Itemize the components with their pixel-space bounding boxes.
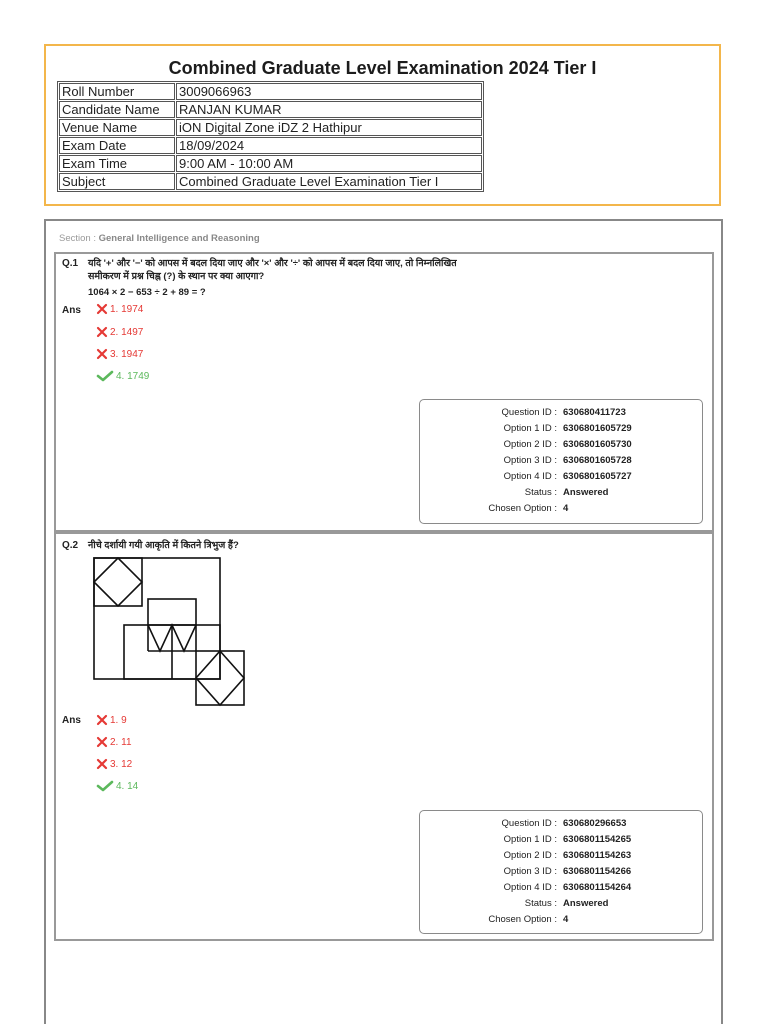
id-row [420, 912, 702, 927]
id-label: Status : [524, 898, 557, 909]
id-value: 6306801154264 [563, 882, 632, 893]
id-row [420, 832, 702, 847]
id-label: Option 3 ID : [503, 455, 557, 466]
id-row [420, 437, 702, 452]
id-label: Chosen Option : [488, 914, 557, 925]
info-value: iON Digital Zone iDZ 2 Hathipur [176, 119, 482, 136]
checkmark-icon [96, 370, 114, 382]
id-label: Option 1 ID : [503, 423, 557, 434]
candidate-info-table [57, 81, 484, 192]
id-row [420, 453, 702, 468]
question-text-line: नीचे दर्शायी गयी आकृति में कितने त्रिभुज हैं? [88, 540, 239, 551]
question-text-line: 1064 × 2 − 653 ÷ 2 + 89 = ? [88, 287, 206, 298]
option-text: 4. 1749 [116, 371, 150, 382]
id-label: Question ID : [501, 818, 557, 829]
option-wrong [96, 758, 132, 772]
id-label: Status : [524, 487, 557, 498]
id-value: 630680296653 [563, 818, 627, 829]
question-number: Q.1 [62, 258, 79, 269]
id-label: Question ID : [501, 407, 557, 418]
option-text: 1. 1974 [110, 304, 144, 315]
question-id-panel [419, 399, 703, 524]
figure-diamond [94, 558, 142, 606]
info-row [59, 155, 482, 172]
option-correct [96, 370, 149, 384]
info-value: 9:00 AM - 10:00 AM [176, 155, 482, 172]
info-row [59, 101, 482, 118]
answer-label: Ans [62, 305, 81, 316]
option-correct [96, 780, 138, 794]
option-wrong [96, 714, 127, 728]
id-value: 4 [563, 914, 569, 925]
info-row [59, 83, 482, 100]
id-label: Option 2 ID : [503, 850, 557, 861]
id-value: 6306801154265 [563, 834, 632, 845]
info-label: Venue Name [59, 119, 175, 136]
option-wrong [96, 326, 143, 340]
section-prefix: Section : [59, 233, 96, 244]
id-row [420, 864, 702, 879]
id-value: 630680411723 [563, 407, 626, 418]
id-value: 6306801605727 [563, 471, 632, 482]
info-label: Subject [59, 173, 175, 190]
option-text: 1. 9 [110, 715, 127, 726]
info-label: Candidate Name [59, 101, 175, 118]
info-value: RANJAN KUMAR [176, 101, 482, 118]
id-row [420, 485, 702, 500]
id-label: Option 1 ID : [503, 834, 557, 845]
id-value: Answered [563, 898, 609, 909]
cross-icon [96, 714, 108, 726]
info-row [59, 137, 482, 154]
figure-upper-box [148, 599, 196, 625]
id-row [420, 469, 702, 484]
id-value: 6306801605730 [563, 439, 632, 450]
question-number: Q.2 [62, 540, 79, 551]
triangle-figure [88, 554, 250, 710]
section-name: General Intelligence and Reasoning [98, 233, 260, 244]
info-label: Exam Time [59, 155, 175, 172]
id-label: Option 2 ID : [503, 439, 557, 450]
question-text-line: यदि '+' और '−' को आपस में बदल दिया जाए और '×' और '÷' को आपस में बदल दिया जाए, तो निम्नलिखित [88, 258, 457, 269]
id-value: 6306801605728 [563, 455, 632, 466]
checkmark-icon [96, 780, 114, 792]
question-text-line: समीकरण में प्रश्न चिह्न (?) के स्थान पर क्या आएगा? [88, 271, 265, 282]
option-wrong [96, 348, 143, 362]
section-label [59, 233, 260, 244]
option-text: 3. 12 [110, 759, 133, 770]
id-row [420, 848, 702, 863]
option-wrong [96, 736, 132, 750]
answer-label: Ans [62, 715, 81, 726]
id-row [420, 880, 702, 895]
info-row [59, 173, 482, 190]
id-row [420, 816, 702, 831]
option-text: 4. 14 [116, 781, 139, 792]
info-label: Roll Number [59, 83, 175, 100]
option-text: 3. 1947 [110, 349, 144, 360]
id-value: 6306801154266 [563, 866, 632, 877]
id-row [420, 501, 702, 516]
option-wrong [96, 303, 143, 317]
cross-icon [96, 758, 108, 770]
id-row [420, 421, 702, 436]
id-value: 6306801154263 [563, 850, 632, 861]
id-label: Option 3 ID : [503, 866, 557, 877]
cross-icon [96, 348, 108, 360]
exam-title: Combined Graduate Level Examination 2024 Tier I [168, 58, 597, 78]
option-text: 2. 1497 [110, 327, 144, 338]
info-label: Exam Date [59, 137, 175, 154]
info-value: Combined Graduate Level Examination Tier I [176, 173, 482, 190]
option-text: 2. 11 [110, 737, 132, 748]
cross-icon [96, 326, 108, 338]
exam-header-box [44, 44, 721, 206]
figure-square [94, 558, 142, 606]
id-row [420, 405, 702, 420]
id-label: Option 4 ID : [503, 882, 557, 893]
id-value: Answered [563, 487, 609, 498]
info-row [59, 119, 482, 136]
id-value: 6306801605729 [563, 423, 632, 434]
id-value: 4 [563, 503, 569, 514]
question-id-panel [419, 810, 703, 934]
info-value: 3009066963 [176, 83, 482, 100]
id-label: Chosen Option : [488, 503, 557, 514]
cross-icon [96, 736, 108, 748]
id-row [420, 896, 702, 911]
id-label: Option 4 ID : [503, 471, 557, 482]
figure-outer-rectangle [94, 558, 220, 679]
info-value: 18/09/2024 [176, 137, 482, 154]
cross-icon [96, 303, 108, 315]
